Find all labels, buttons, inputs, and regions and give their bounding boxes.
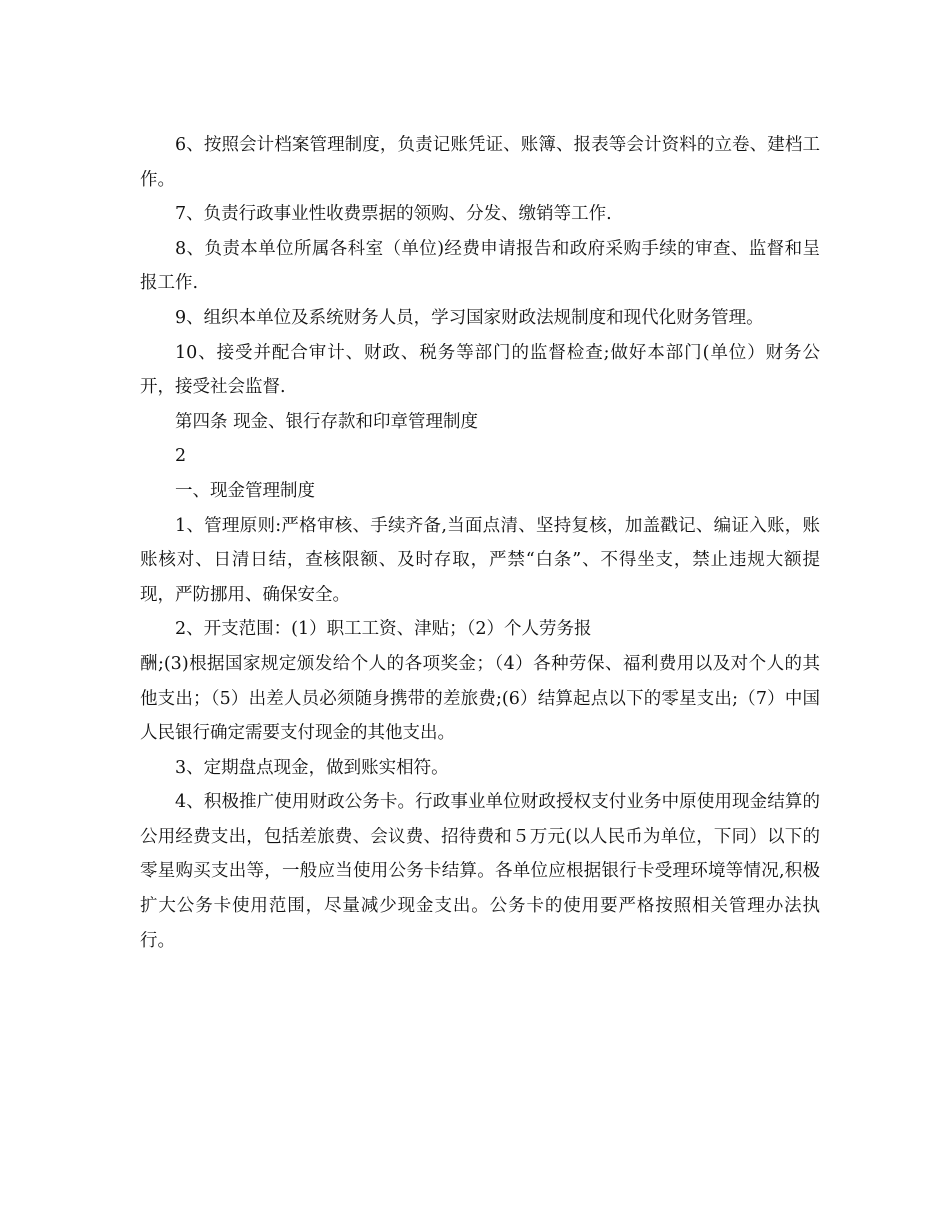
paragraph-item-9: 9、组织本单位及系统财务人员，学习国家财政法规制度和现代化财务管理。 — [175, 307, 764, 328]
section-heading-article-4: 第四条 现金、银行存款和印章管理制度 — [175, 411, 479, 432]
document-page — [140, 128, 820, 958]
paragraph-expenditure-scope: 2、开支范围：(1）职工工资、津贴；（2）个人劳务报 — [175, 619, 592, 640]
paragraph-item-6: 6、按照会计档案管理制度，负责记账凭证、账簿、报表等会计资料的立卷、建档工作。 — [140, 135, 820, 190]
paragraph-expenditure-scope-continued: 酬;(3)根据国家规定颁发给个人的各项奖金；（4）各种劳保、福利费用以及对个人的其他支出；（5）出差人员必须随身携带的差旅费;(6）结算起点以下的零星支出;（7）中国人民银行确定需要支付现金的其他支出。 — [140, 653, 820, 744]
subsection-heading-cash-management: 一、现金管理制度 — [175, 480, 315, 501]
paragraph-item-10: 10、接受并配合审计、财政、税务等部门的监督检查;做好本部门(单位）财务公开，接受社会监督. — [140, 342, 820, 398]
paragraph-management-principles: 1、管理原则:严格审核、手续齐备,当面点清、坚持复核，加盖戳记、编证入账，账账核对、日清日结，查核限额、及时存取，严禁“白条”、不得坐支，禁止违规大额提现，严防挪用、确保安全。 — [140, 515, 820, 605]
paragraph-item-7: 7、负责行政事业性收费票据的领购、分发、缴销等工作. — [175, 204, 612, 225]
paragraph-item-8: 8、负责本单位所属各科室（单位)经费申请报告和政府采购手续的审查、监督和呈报工作. — [140, 238, 820, 294]
paragraph-official-card: 4、积极推广使用财政公务卡。行政事业单位财政授权支付业务中原使用现金结算的公用经费支出，包括差旅费、会议费、招待费和５万元(以人民币为单位，下同）以下的零星购买支出等，一般应当使用公务卡结算。各单位应根据银行卡受理环境等情况,积极扩大公务卡使用范围，尽量减少现金支出。公务卡的使用要严格按照相关管理办法执行。 — [140, 792, 820, 951]
page-number: 2 — [175, 446, 187, 467]
paragraph-cash-inventory: 3、定期盘点现金，做到账实相符。 — [175, 757, 449, 778]
